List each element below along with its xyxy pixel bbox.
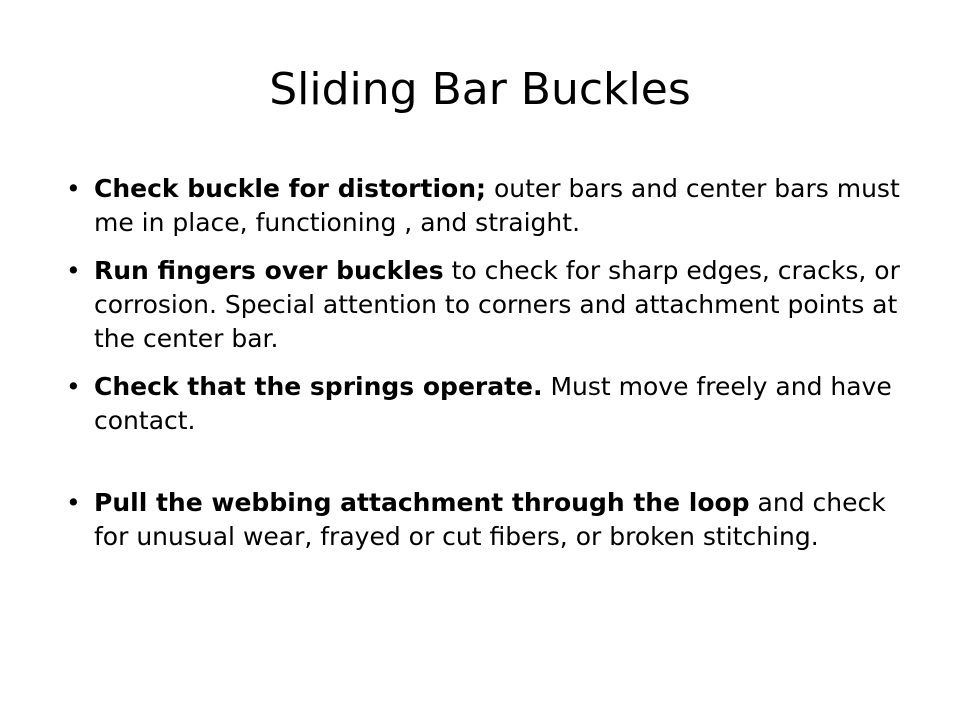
bullet-body-text: outer bars and center bars must me in place, functioning , and straight.	[94, 174, 900, 237]
slide-title: Sliding Bar Buckles	[269, 64, 691, 115]
bullet-body-text: to check for sharp edges, cracks, or corrosion. Special attention to corners and attachment points at the center bar.	[94, 256, 900, 353]
bullet-icon: •	[66, 372, 81, 401]
bullet-lead-text: Run fingers over buckles	[94, 256, 444, 285]
bullet-item-check-distortion	[66, 172, 902, 240]
bullet-lead-text: Pull the webbing attachment through the loop	[94, 488, 750, 517]
bullet-body-text: Must move freely and have contact.	[94, 372, 892, 435]
bullet-item-run-fingers	[66, 254, 902, 356]
bullet-item-check-springs	[66, 370, 902, 438]
bullet-item-pull-webbing	[66, 486, 902, 554]
bullet-lead-text: Check buckle for distortion;	[94, 174, 486, 203]
bullet-icon: •	[66, 174, 81, 203]
bullet-list	[66, 172, 902, 568]
bullet-icon: •	[66, 256, 81, 285]
bullet-body-text: and check for unusual wear, frayed or cut fibers, or broken stitching.	[94, 488, 886, 551]
bullet-lead-text: Check that the springs operate.	[94, 372, 543, 401]
bullet-icon: •	[66, 488, 81, 517]
